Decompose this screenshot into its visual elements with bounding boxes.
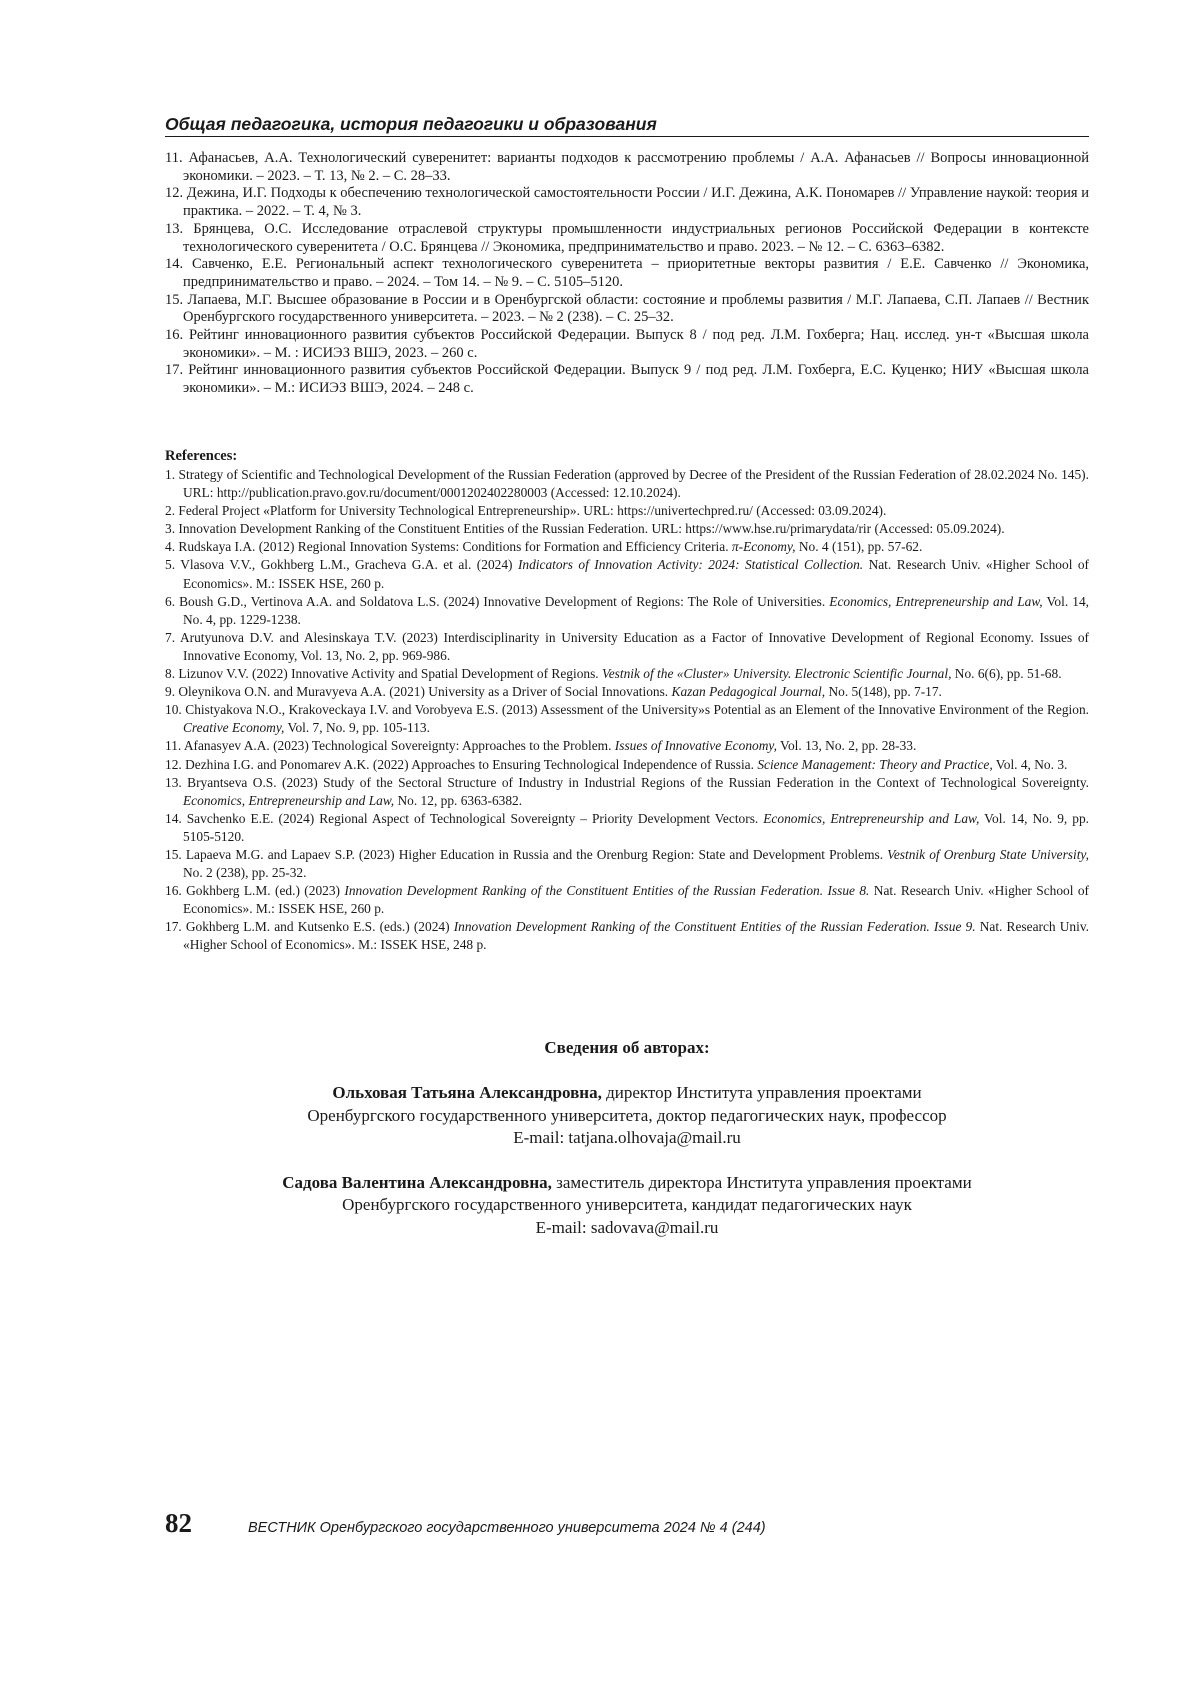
authors-section [165, 1037, 1089, 1262]
reference-item [165, 683, 1089, 701]
ref-source: Science Management: Theory and Practice, [757, 756, 993, 772]
ref-tail: Vol. 7, No. 9, pp. 105-113. [284, 720, 430, 736]
reference-item [165, 774, 1089, 810]
ref-tail: Nat. Research Univ. «Higher School of Economics». M.: ISSEK HSE, 248 p. [183, 919, 1090, 953]
reference-item: 15. Лапаева, М.Г. Высшее образование в России и в Оренбургской области: состояние и проблемы развития / М.Г. Лапаева, С.П. Лапаев // Вестник Оренбургского государственного университета. – 2023. – № 2 (238). – С. 25–32. [165, 291, 1089, 326]
ref-text: 8. Lizunov V.V. (2022) Innovative Activity and Spatial Development of Regions. [165, 666, 602, 682]
ref-source: Vestnik of the «Cluster» University. Electronic Scientific Journal, [602, 666, 952, 682]
author-name: Ольховая Татьяна Александровна, [332, 1083, 602, 1103]
ref-tail: No. 6(6), pp. 51-68. [951, 666, 1062, 682]
author-email: E-mail: tatjana.olhovaja@mail.ru [513, 1127, 741, 1147]
ref-text: 1. Strategy of Scientific and Technological Development of the Russian Federation (approved by Decree of the President of the Russian Federation of 28.02.2024 No. 145). URL: http://publication.pravo.gov.ru/document/0001202402280003 (Accessed: 12.10.2024). [165, 467, 1089, 501]
reference-item [165, 593, 1089, 629]
journal-title: ВЕСТНИК Оренбургского государственного университета 2024 № 4 (244) [248, 1520, 766, 1536]
reference-item: 11. Афанасьев, А.А. Технологический суверенитет: варианты подходов к рассмотрению проблемы / А.А. Афанасьев // Вопросы инновационной экономики. – 2023. – Т. 13, № 2. – С. 28–33. [165, 150, 1089, 184]
reference-item [165, 882, 1089, 918]
ref-text: 11. Afanasyev A.A. (2023) Technological Sovereignty: Approaches to the Problem. [165, 738, 615, 754]
ref-text: 4. Rudskaya I.A. (2012) Regional Innovation Systems: Conditions for Formation and Efficiency Criteria. [165, 539, 732, 555]
ref-tail: No. 2 (238), pp. 25-32. [183, 865, 307, 881]
reference-item [165, 810, 1089, 846]
ref-text: 13. Bryantseva O.S. (2023) Study of the Sectoral Structure of Industry in Industrial Regions of the Russian Federation in the Context of Technological Sovereignty. [165, 774, 1089, 790]
reference-item: 17. Рейтинг инновационного развития субъектов Российской Федерации. Выпуск 9 / под ред. Л.М. Гохберга, Е.С. Куценко; НИУ «Высшая школа экономики». – М.: ИСИЭЗ ВШЭ, 2024. – 248 с. [165, 362, 1089, 397]
page-footer [165, 1508, 1089, 1539]
author-position: заместитель директора Института управления проектами [551, 1173, 972, 1193]
ref-source: π-Economy, [731, 539, 796, 555]
page-number: 82 [165, 1508, 192, 1538]
author-line [165, 1172, 1089, 1194]
ref-source: Kazan Pedagogical Journal, [671, 684, 826, 700]
ref-source: Economics, Entrepreneurship and Law, [183, 792, 395, 808]
ref-text: 16. Gokhberg L.M. (ed.) (2023) [165, 883, 345, 899]
ref-text: 12. Dezhina I.G. and Ponomarev A.K. (2022) Approaches to Ensuring Technological Independence of Russia. [165, 756, 758, 772]
russian-references-list [165, 150, 1089, 398]
reference-item [165, 665, 1089, 683]
reference-item: 14. Савченко, Е.Е. Региональный аспект технологического суверенитета – приоритетные векторы развития / Е.Е. Савченко // Экономика, предпринимательство и право. – 2024. – Том 14. – № 9. – С. 5105–5120. [165, 256, 1089, 290]
ref-source: Economics, Entrepreneurship and Law, [829, 593, 1043, 609]
reference-item: 16. Рейтинг инновационного развития субъектов Российской Федерации. Выпуск 8 / под ред. Л.М. Гохберга; Нац. исслед. ун-т «Высшая школа экономики». – М. : ИСИЭЗ ВШЭ, 2023. – 260 с. [165, 327, 1089, 361]
reference-item [165, 629, 1089, 665]
reference-item: 12. Дежина, И.Г. Подходы к обеспечению технологической самостоятельности России / И.Г. Дежина, А.К. Пономарев // Управление наукой: теория и практика. – 2022. – Т. 4, № 3. [165, 185, 1089, 220]
section-header: Общая педагогика, история педагогики и образования [165, 114, 1089, 137]
ref-text: 15. Lapaeva M.G. and Lapaev S.P. (2023) Higher Education in Russia and the Orenburg Region: State and Development Problems. [165, 846, 888, 862]
author-position: директор Института управления проектами [601, 1083, 922, 1103]
ref-tail: Nat. Research Univ. «Higher School of Economics». M.: ISSEK HSE, 260 p. [183, 557, 1090, 591]
ref-tail: No. 12, pp. 6363-6382. [394, 792, 523, 808]
ref-text: 6. Boush G.D., Vertinova A.A. and Soldatova L.S. (2024) Innovative Development of Regions: The Role of Universities. [165, 593, 830, 609]
author-affiliation: Оренбургского государственного университета, доктор педагогических наук, профессор [307, 1105, 947, 1125]
author-line [165, 1082, 1089, 1104]
author-affiliation: Оренбургского государственного университета, кандидат педагогических наук [342, 1195, 912, 1215]
reference-item [165, 756, 1089, 774]
ref-source: Issues of Innovative Economy, [614, 738, 777, 754]
ref-text: 7. Arutyunova D.V. and Alesinskaya T.V. (2023) Interdisciplinarity in University Education as a Factor of Innovative Development of Regional Economy. Issues of Innovative Economy, Vol. 13, No. 2, pp. 969-986. [165, 629, 1089, 663]
ref-text: 14. Savchenko E.E. (2024) Regional Aspect of Technological Sovereignty – Priority Development Vectors. [165, 810, 764, 826]
ref-source: Creative Economy, [183, 720, 285, 736]
ref-text: 9. Oleynikova O.N. and Muravyeva A.A. (2021) University as a Driver of Social Innovations. [165, 684, 672, 700]
ref-source: Vestnik of Orenburg State University, [887, 846, 1089, 862]
reference-item [165, 502, 1089, 520]
english-references-list [165, 447, 1089, 955]
ref-source: Innovation Development Ranking of the Constituent Entities of the Russian Federation. Issue 9. [453, 919, 976, 935]
ref-source: Innovation Development Ranking of the Constituent Entities of the Russian Federation. Issue 8. [344, 883, 870, 899]
ref-text: 3. Innovation Development Ranking of the Constituent Entities of the Russian Federation. URL: https://www.hse.ru/primarydata/rir (Accessed: 05.09.2024). [165, 521, 1005, 537]
references-title: References: [165, 448, 238, 464]
reference-item: 13. Брянцева, О.С. Исследование отраслевой структуры промышленности индустриальных регионов Российской Федерации в контексте технологического суверенитета / О.С. Брянцева // Экономика, предпринимательство и право. 2023. – № 12. – С. 6363–6382. [165, 220, 1089, 255]
ref-text: 5. Vlasova V.V., Gokhberg L.M., Gracheva G.A. et al. (2024) [165, 557, 518, 573]
ref-tail: Vol. 13, No. 2, pp. 28-33. [776, 738, 917, 754]
reference-item [165, 538, 1089, 556]
ref-source: Economics, Entrepreneurship and Law, [763, 810, 980, 826]
ref-text: 17. Gokhberg L.M. and Kutsenko E.S. (eds.) (2024) [165, 919, 454, 935]
ref-tail: No. 5(148), pp. 7-17. [825, 684, 942, 700]
ref-text: 2. Federal Project «Platform for University Technological Entrepreneurship». URL: https://univertechpred.ru/ (Accessed: 03.09.2024). [165, 503, 887, 519]
author-block [165, 1082, 1089, 1149]
ref-tail: Vol. 14, No. 9, pp. 5105-5120. [183, 810, 1089, 844]
reference-item [165, 846, 1089, 882]
authors-title: Сведения об авторах: [544, 1038, 710, 1057]
reference-item [165, 918, 1089, 954]
ref-tail: No. 4 (151), pp. 57-62. [795, 539, 923, 555]
reference-item [165, 701, 1089, 737]
reference-item [165, 520, 1089, 538]
author-email: E-mail: sadovava@mail.ru [535, 1217, 719, 1237]
reference-item [165, 737, 1089, 755]
author-block [165, 1172, 1089, 1239]
ref-tail: Vol. 14, No. 4, pp. 1229-1238. [183, 593, 1089, 627]
ref-source: Indicators of Innovation Activity: 2024: Statistical Collection. [517, 557, 864, 573]
ref-tail: Vol. 4, No. 3. [992, 756, 1068, 772]
ref-text: 10. Chistyakova N.O., Krakoveckaya I.V. and Vorobyeva E.S. (2013) Assessment of the University»s Potential as an Element of the Innovative Environment of the Region. [165, 702, 1089, 718]
reference-item [165, 466, 1089, 502]
ref-tail: Nat. Research Univ. «Higher School of Economics». M.: ISSEK HSE, 260 p. [183, 883, 1089, 917]
reference-item [165, 556, 1089, 592]
author-name: Садова Валентина Александровна, [282, 1173, 552, 1193]
